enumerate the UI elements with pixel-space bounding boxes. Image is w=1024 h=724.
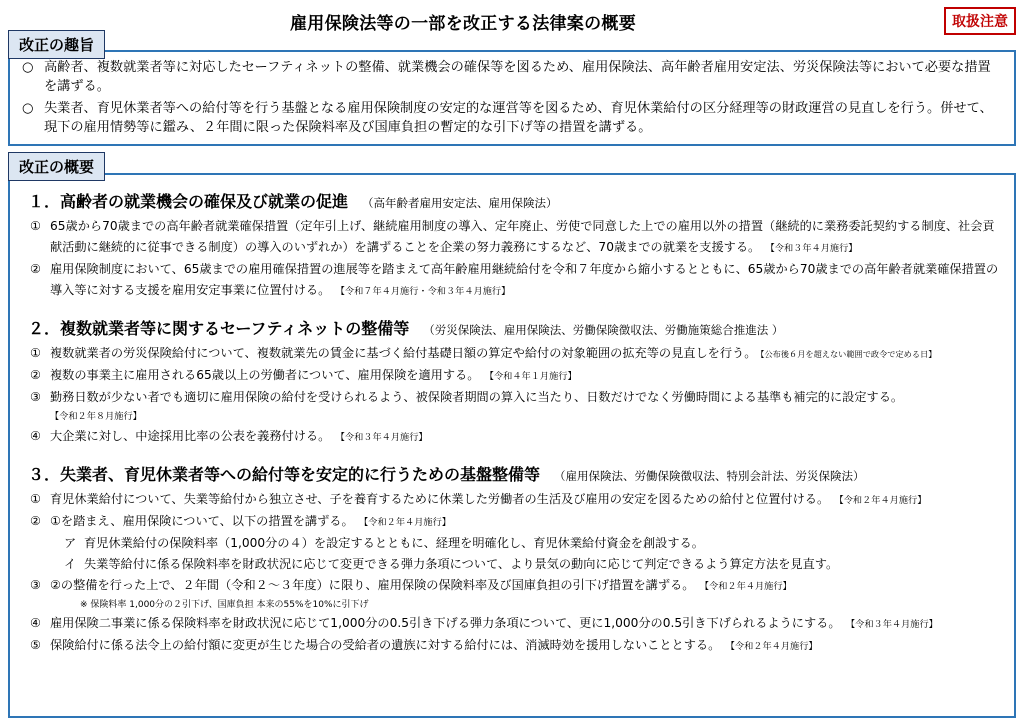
section-3-title: ３．失業者、育児休業者等への給付等を安定的に行うための基盤整備等 (28, 465, 541, 484)
list-item (20, 426, 1004, 448)
section-1-heading (28, 189, 1004, 212)
effective-date-note: 【令和３年４月施行】 (340, 432, 428, 443)
sub-item-marker: イ (64, 557, 77, 571)
list-item (20, 365, 1004, 387)
item-number: ② (30, 368, 41, 382)
effective-date-note: 【令和２年４月施行】 (363, 517, 451, 528)
effective-date-note: 【令和３年４月施行】 (850, 619, 938, 630)
section-3-laws: （雇用保険法、労働保険徴収法、特別会計法、労災保険法） (554, 469, 865, 483)
sub-item-marker: ア (64, 536, 77, 550)
section-1-title: １．高齢者の就業機会の確保及び就業の促進 (28, 192, 349, 211)
purpose-text: 失業者、育児休業者等への給付等を行う基盤となる雇用保険制度の安定的な運営等を図るため、育児休業給付の区分経理等の財政運営の見直しを行う。併せて、現下の雇用情勢等に鑑み、２年間に限った保険料率及び国庫負担の暫定的な引下げ等の措置を講ずる。 (44, 101, 993, 135)
list-item (20, 575, 1004, 597)
item-text: 65歳から70歳までの高年齢者就業確保措置（定年引上げ、継続雇用制度の導入、定年廃止、労使で同意した上での雇用以外の措置（継続的に業務委託契約する制度、社会貢献活動に継続的に従事できる制度）の導入のいずれか）を講ずることを企業の努力義務にするなど、70歳までの就業を支援する。 (50, 219, 995, 254)
overview-box (8, 173, 1016, 718)
purpose-item (22, 99, 1002, 137)
list-item (20, 387, 1004, 408)
purpose-section-label: 改正の趣旨 (8, 30, 105, 59)
list-item (20, 613, 1004, 635)
effective-date-note: 【令和２年４月施行】 (704, 581, 792, 592)
section-1-laws: （高年齢者雇用安定法、雇用保険法） (362, 196, 558, 210)
item-text: 勤務日数が少ない者でも適切に雇用保険の給付を受けられるよう、被保険者期間の算入に当たり、日数だけでなく労働時間による基準も補完的に設定する。 (50, 390, 904, 404)
item-text: 大企業に対し、中途採用比率の公表を義務付ける。 (50, 429, 331, 443)
circle-bullet-icon: ○ (22, 101, 34, 116)
item-text: 雇用保険二事業に係る保険料率を財政状況に応じて1,000分の0.5引き下げる弾力条項について、更に1,000分の0.5引き下げられるようにする。 (50, 616, 841, 630)
list-item (20, 343, 1004, 365)
list-item (20, 216, 1004, 259)
section-2-title: ２．複数就業者等に関するセーフティネットの整備等 (28, 319, 410, 338)
overview-section-label: 改正の概要 (8, 152, 105, 181)
list-item (20, 511, 1004, 533)
effective-date-note: 【令和７年４月施行・令和３年４月施行】 (340, 286, 511, 297)
effective-date-note: 【令和３年４月施行】 (770, 243, 858, 254)
sub-item-text: 育児休業給付の保険料率（1,000分の４）を設定するとともに、経理を明確化し、育児休業給付資金を創設する。 (84, 536, 704, 550)
item-number: ③ (30, 578, 41, 592)
effective-date-note: 【公布後６月を超えない範囲で政令で定める日】 (760, 349, 937, 359)
list-item (20, 259, 1004, 302)
effective-date-note: 【令和２年４月施行】 (730, 641, 818, 652)
purpose-item (22, 58, 1002, 96)
item-number: ④ (30, 616, 41, 630)
item-number: ③ (30, 390, 41, 404)
item-text: 保険給付に係る法令上の給付額に変更が生じた場合の受給者の遺族に対する給付には、消滅時効を援用しないこととする。 (50, 638, 721, 652)
item-text: 複数の事業主に雇用される65歳以上の労働者について、雇用保険を適用する。 (50, 368, 480, 382)
item-text: ①を踏まえ、雇用保険について、以下の措置を講ずる。 (50, 514, 354, 528)
circle-bullet-icon: ○ (22, 60, 34, 75)
footnote: ※ 保険料率 1,000分の２引下げ、国庫負担 本来の55%を10%に引下げ (80, 600, 369, 610)
purpose-text: 高齢者、複数就業者等に対応したセーフティネットの整備、就業機会の確保等を図るため、雇用保険法、高年齢者雇用安定法、労災保険法等において必要な措置を講ずる。 (44, 60, 991, 94)
caution-badge: 取扱注意 (944, 7, 1016, 35)
list-item (20, 635, 1004, 657)
sub-item (20, 533, 1004, 554)
item-number: ① (30, 219, 41, 233)
page-title: 雇用保険法等の一部を改正する法律案の概要 (290, 14, 636, 34)
item-number: ① (30, 492, 41, 506)
item-text: 複数就業者の労災保険給付について、複数就業先の賃金に基づく給付基礎日額の算定や給付の対象範囲の拡充等の見直しを行う。 (50, 346, 757, 360)
effective-date-note: 【令和４年１月施行】 (489, 371, 577, 382)
item-text: 育児休業給付について、失業等給付から独立させ、子を養育するために休業した労働者の生活及び雇用の安定を図るための給付と位置付ける。 (50, 492, 830, 506)
item-number: ⑤ (30, 638, 41, 652)
list-item (20, 489, 1004, 511)
item-number: ② (30, 514, 41, 528)
item-number: ① (30, 346, 41, 360)
item-number: ② (30, 262, 41, 276)
sub-item (20, 554, 1004, 575)
sub-item-text: 失業等給付に係る保険料率を財政状況に応じて変更できる弾力条項について、より景気の動向に応じて判定できるよう算定方法を見直す。 (84, 557, 839, 571)
item-text: 雇用保険制度において、65歳までの雇用確保措置の進展等を踏まえて高年齢雇用継続給付を令和７年度から縮小するとともに、65歳から70歳までの高年齢者就業確保措置の導入等に対する支援を雇用安定事業に位置付ける。 (50, 262, 999, 297)
item-text: ②の整備を行った上で、２年間（令和２～３年度）に限り、雇用保険の保険料率及び国庫負担の引下げ措置を講ずる。 (50, 578, 695, 592)
section-2-heading (28, 316, 1004, 339)
purpose-box (8, 50, 1016, 146)
section-3-heading (28, 462, 1004, 485)
section-2-laws: （労災保険法、雇用保険法、労働保険徴収法、労働施策総合推進法 ） (423, 323, 784, 337)
effective-date-note: 【令和２年８月施行】 (50, 411, 142, 422)
item-number: ④ (30, 429, 41, 443)
effective-date-note: 【令和２年４月施行】 (839, 495, 927, 506)
